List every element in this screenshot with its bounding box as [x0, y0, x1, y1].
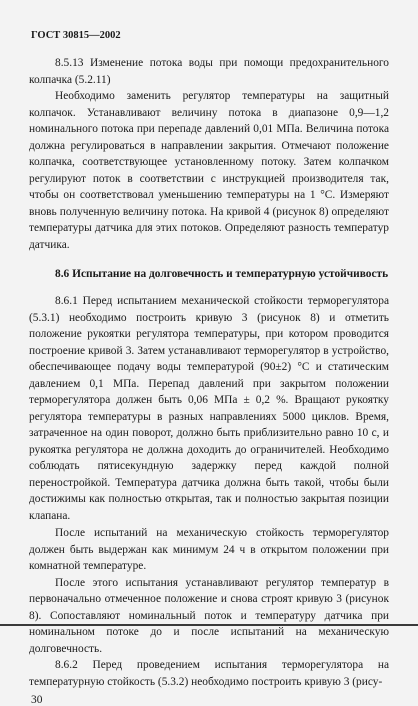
paragraph-8-5-13-title: 8.5.13 Изменение потока воды при помощи предохранительного колпачка (5.2.11)	[29, 57, 389, 86]
paragraph-8-6-2: 8.6.2 Перед проведением испытания терморегулятора на температурную стойкость (5.3.2) необходимо построить кривую 3 (рису-	[29, 659, 389, 688]
paragraph-8-5-13-body: Необходимо заменить регулятор температуры на защитный колпачок. Устанавливают величину потока в диапазоне 0,9—1,2 номинального потока при перепаде давлений 0,01 МПа. Величина потока должна регулироваться в направлении закрытия. Отмечают положение колпачка, соответствующее установленному потоку. Затем колпачком регулируют поток в соответствии с инструкцией производителя так, чтобы он соответствовал уменьшению температуры на 1 °С. Измеряют вновь полученную величину потока. На кривой 4 (рисунок 8) определяют температуры датчика для этих потоков. Определяют разность температур датчика.	[29, 90, 389, 251]
bottom-divider	[0, 624, 418, 626]
paragraph-8-6-1: 8.6.1 Перед испытанием механической стойкости терморегулятора (5.3.1) необходимо построить кривую 3 (рисунок 8) и отметить положение рукоятки регулятора температуры, при котором проводится построение кривой 3. Затем устанавливают терморегулятор в устройство, обеспечивающее подачу воды температурой (90±2) °С и статическим давлением 0,1 МПа. Перепад давлений при закрытом положении терморегулятора должен быть 0,06 МПа ± 0,2 %. Вращают рукоятку регулятора температуры в разных направлениях 5000 циклов. Время, затраченное на один поворот, должно быть приблизительно равно 10 с, и рукоятка регулятора не должна доходить до ограничителей. Необходимо соблюдать пятисекундную задержку перед каждой полной переностройкой. Температура датчика должна быть такой, чтобы были достижимы как полностью открытая, так и полностью закрытая позиции клапана.	[29, 295, 389, 522]
paragraph-after-mechanical: После испытаний на механическую стойкость терморегулятор должен быть выдержан как минимум 24 ч в открытом положении при комнатной температуре.	[29, 527, 389, 572]
paragraph-after-test: После этого испытания устанавливают регулятор температур в первоначально отмеченное положение и снова строят кривую 3 (рисунок 8). Сопоставляют номинальный поток и температуру датчика при номинальном потоке до и после испытаний на механическую долговечность.	[29, 576, 389, 655]
page-number: 30	[31, 694, 43, 706]
document-body	[29, 55, 389, 690]
section-title-8-6: 8.6 Испытание на долговечность и температурную устойчивость	[55, 268, 389, 280]
document-header: ГОСТ 30815—2002	[31, 30, 121, 41]
